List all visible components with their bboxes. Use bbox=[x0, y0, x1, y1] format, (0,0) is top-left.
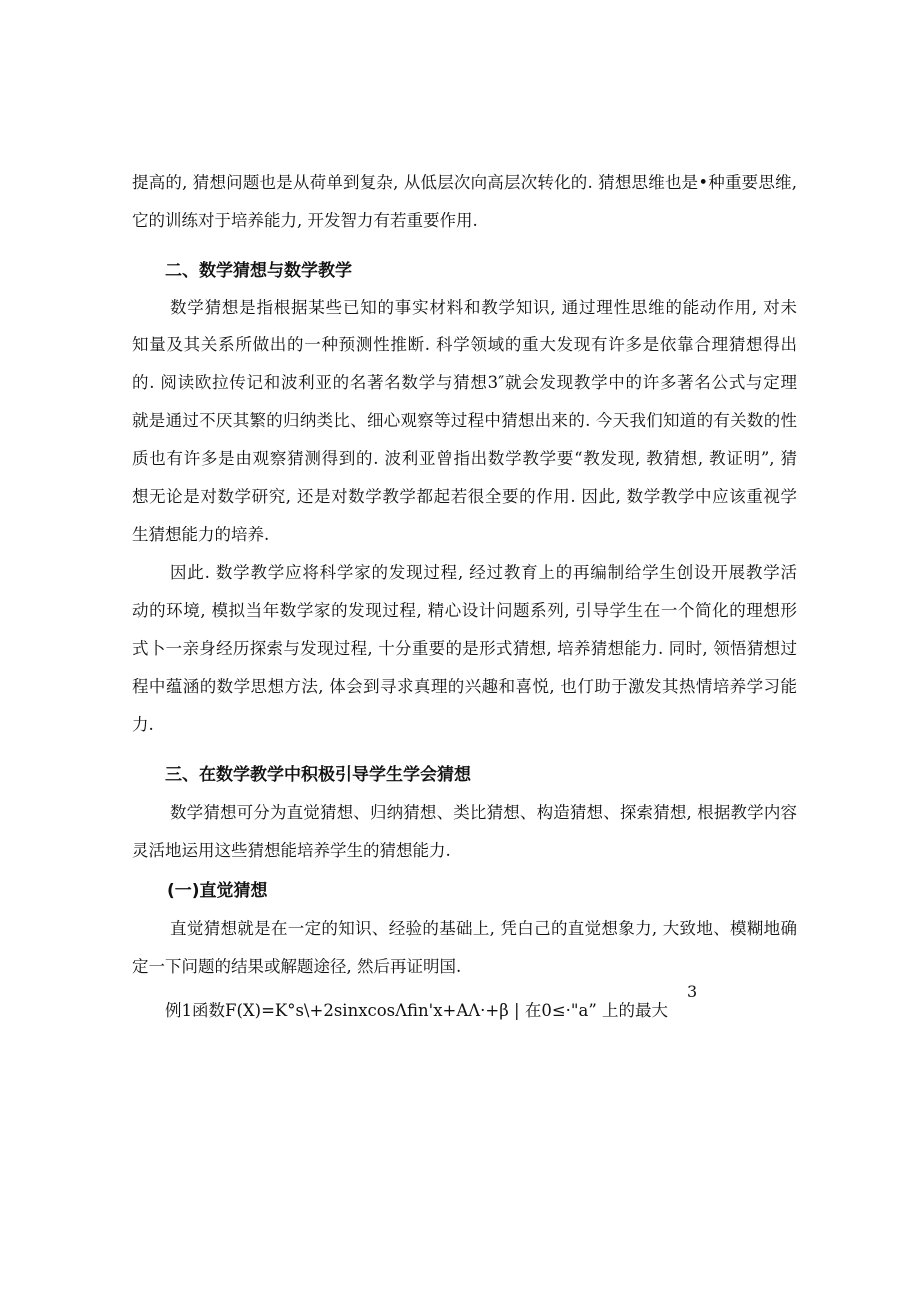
section-two-p1-line-7: 生猜想能力的培养. bbox=[132, 525, 270, 544]
section-two-p1-line-3: 的. 阅读欧拉传记和波利亚的名著名数学与猜想3″就会发现教学中的许多著名公式与定理 bbox=[132, 373, 797, 392]
section-two-heading: 二、数学猜想与数学教学 bbox=[165, 261, 352, 281]
subsection-line-1: 直觉猜想就是在一定的知识、经验的基础上, 凭白己的直觉想象力, 大致地、模糊地确 bbox=[170, 919, 797, 938]
section-two-p1-line-1: 数学猜想是指根据某些已知的事实材料和教学知识, 通过理性思维的能动作用, 对未 bbox=[170, 298, 797, 317]
section-two-p1-line-2: 知量及其关系所做出的一种预测性推断. 科学领域的重大发现有许多是依靠合理猜想得出 bbox=[132, 335, 797, 354]
section-three-line-2: 灵活地运用这些猜想能培养学生的猜想能力. bbox=[132, 841, 451, 860]
section-two-p1-line-5: 质也有许多是由观察猜测得到的. 波利亚曾指出数学教学要“教发现, 教猜想, 教证明”, 猜 bbox=[132, 449, 797, 468]
intro-line-1: 提高的, 猜想问题也是从荷单到复杂, 从低层次向高层次转化的. 猜想思维也是•种重要思维, bbox=[132, 173, 797, 192]
subsection-heading: (一)直觉猜想 bbox=[167, 881, 268, 901]
section-two-p2-line-2: 动的环境, 模拟当年数学家的发现过程, 精心设计问题系列, 引导学生在一个简化的理想形 bbox=[132, 601, 797, 620]
section-two-p2-line-4: 程中蕴涵的数学思想方法, 体会到寻求真理的兴趣和喜悦, 也仃助于激发其热情培养学习能 bbox=[132, 677, 797, 696]
section-two-p2-line-1: 因此. 数学教学应将科学家的发现过程, 经过教育上的再编制给学生创设开展教学活 bbox=[170, 563, 797, 582]
section-two-p1-line-4: 就是通过不厌其繁的归纳类比、细心观察等过程中猜想出来的. 今天我们知道的有关数的性 bbox=[132, 411, 797, 430]
section-three-line-1: 数学猜想可分为直觉猜想、归纳猜想、类比猜想、构造猜想、探索猜想, 根据教学内容 bbox=[170, 803, 797, 822]
example-1-line: 例1函数F(X)=K°s\+2sinxcosΛfin'x+AΛ·+β | 在0≤·"a” 上的最大 bbox=[165, 1001, 669, 1020]
section-two-p2-line-3: 式卜一亲身经历探索与发现过程, 十分重要的是形式猜想, 培养猜想能力. 同时, 领悟猜想过 bbox=[132, 639, 797, 658]
section-two-p2-line-5: 力. bbox=[132, 715, 154, 734]
section-three-heading: 三、在数学教学中积极引导学生学会猜想 bbox=[165, 765, 471, 785]
subsection-line-2: 定一下问题的结果或解题途径, 然后再证明国. bbox=[132, 957, 462, 976]
section-two-p1-line-6: 想无论是对数学研究, 还是对数学教学都起若很全要的作用. 因此, 数学教学中应该重视学 bbox=[132, 487, 797, 506]
footnote-mark: 3 bbox=[687, 982, 698, 1001]
intro-line-2: 它的训练对于培养能力, 开发智力有若重要作用. bbox=[132, 211, 478, 230]
